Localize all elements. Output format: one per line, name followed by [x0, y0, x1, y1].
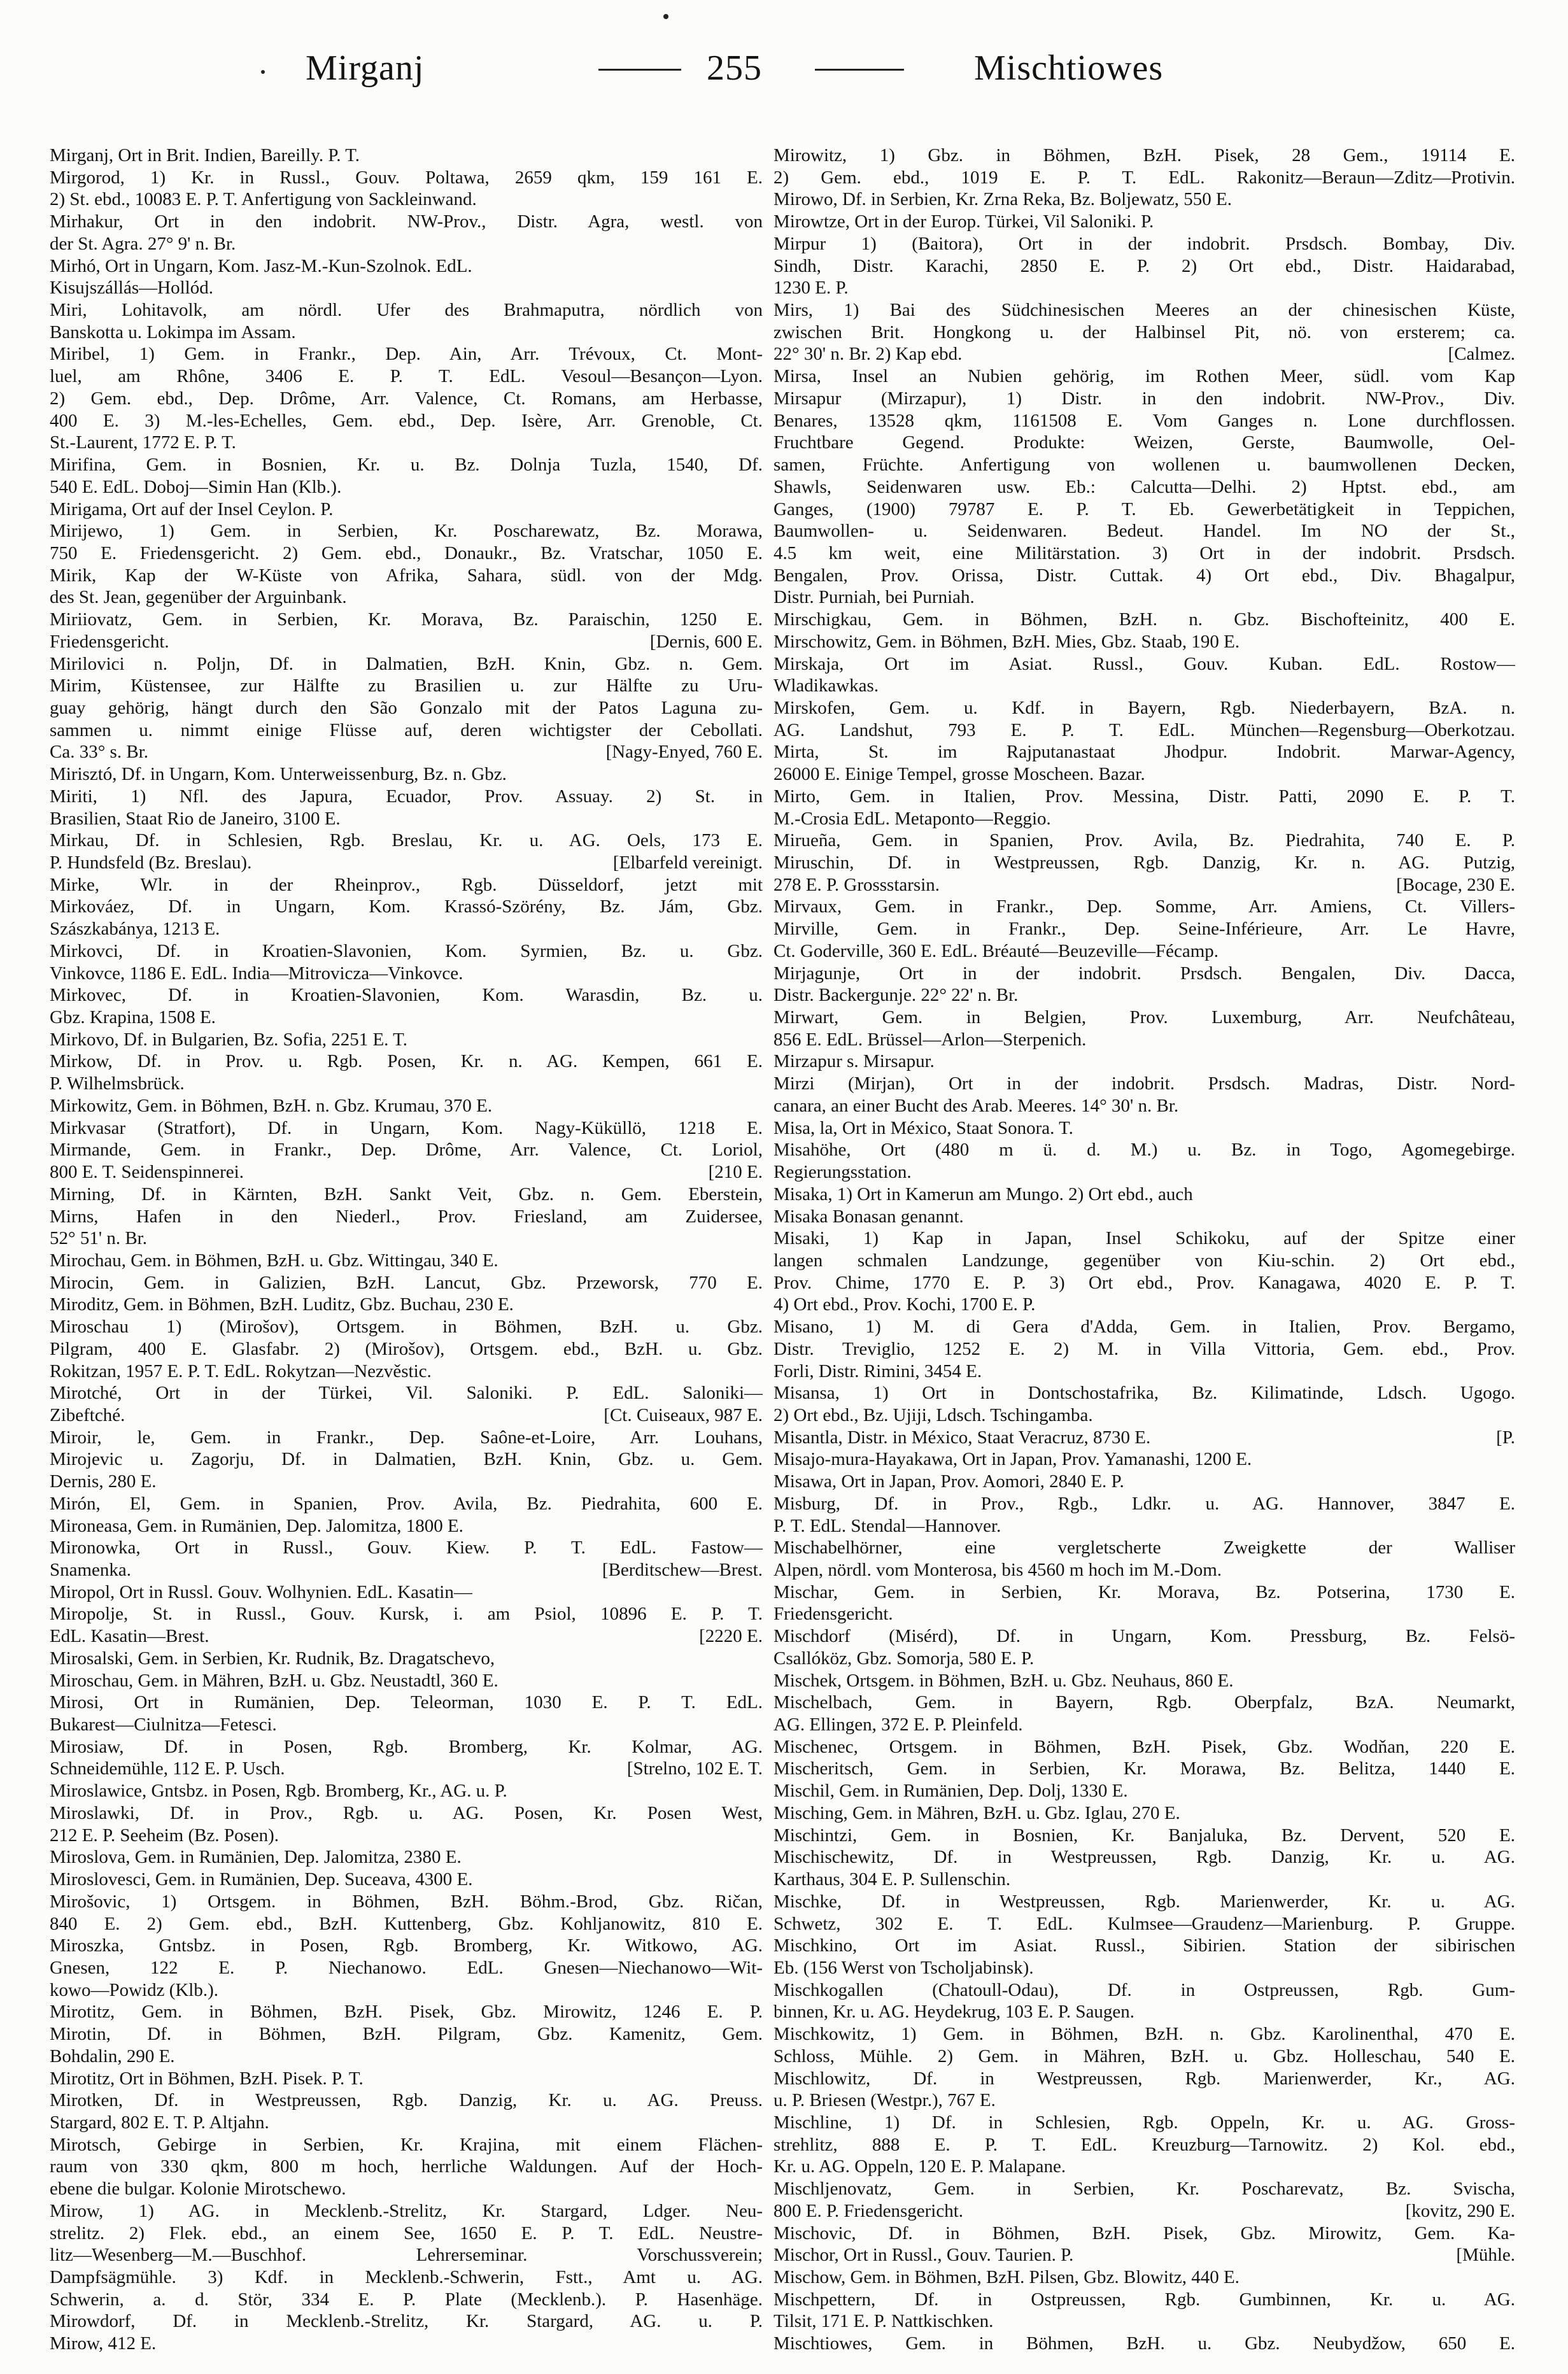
entry-line: Mirvaux, Gem. in Frankr., Dep. Somme, Arr. Amiens, Ct. Villers- — [773, 896, 1515, 917]
entry-line: Mischovic, Df. in Böhmen, BzH. Pisek, Gbz. Mirowitz, Gem. Ka- — [773, 2222, 1515, 2243]
entry-line: der St. Agra. 27° 9' n. Br. — [50, 233, 236, 254]
entry-line: Mirpur 1) (Baitora), Ort in der indobrit. Prsdsch. Bombay, Div. — [773, 233, 1515, 254]
line-text: Schneidemühle, 112 E. P. Usch. — [50, 1758, 285, 1779]
entry-line: Ganges, (1900) 79787 E. P. T. Eb. Gewerbetätigkeit in Teppichen, — [773, 498, 1515, 519]
entry-line: Mirotin, Df. in Böhmen, BzH. Pilgram, Gbz. Kamenitz, Gem. — [50, 2024, 763, 2045]
entry-line: Mirik, Kap der W-Küste von Afrika, Sahara, südl. von der Mdg. — [50, 565, 763, 586]
entry-line: Miroditz, Gem. in Böhmen, BzH. Luditz, Gbz. Buchau, 230 E. — [50, 1294, 514, 1315]
entry-line: Misaki, 1) Kap in Japan, Insel Schikoku, auf der Spitze einer — [773, 1228, 1515, 1249]
entry-line: AG. Landshut, 793 E. P. T. EdL. München—Regensburg—Oberkotzau. — [773, 719, 1515, 740]
entry-line: Mirosiaw, Df. in Posen, Rgb. Bromberg, Kr. Kolmar, AG. — [50, 1736, 763, 1757]
entry-line: Distr. Treviglio, 1252 E. 2) M. in Villa Vittoria, Gem. ebd., Prov. — [773, 1338, 1515, 1359]
entry-line: Misano, 1) M. di Gera d'Adda, Gem. in Italien, Prov. Bergamo, — [773, 1317, 1515, 1338]
entry-line: Mirim, Küstensee, zur Hälfte zu Brasilien u. zur Hälfte zu Uru- — [50, 675, 763, 696]
line-text: Mischor, Ort in Russl., Gouv. Taurien. P. — [773, 2245, 1074, 2266]
entry-line: Fruchtbare Gegend. Produkte: Weizen, Gerste, Baumwolle, Oel- — [773, 432, 1515, 453]
entry-line: P. Wilhelmsbrück. — [50, 1073, 185, 1094]
line-continuation: [Nagy-Enyed, 760 E. — [605, 742, 763, 763]
line-continuation: [210 E. — [708, 1162, 763, 1183]
entry-line: Dampfsägmühle. 3) Kdf. in Mecklenb.-Schwerin, Fstt., Amt u. AG. — [50, 2267, 763, 2287]
entry-line: Mirigama, Ort auf der Insel Ceylon. P. — [50, 498, 334, 519]
entry-line: Mirotché, Ort in der Türkei, Vil. Saloniki. P. EdL. Saloniki— — [50, 1383, 763, 1404]
entry-line — [50, 1162, 763, 1182]
entry-line: Mischabelhörner, eine vergletscherte Zweigkette der Walliser — [773, 1537, 1515, 1558]
left-column — [50, 145, 763, 2354]
entry-line: Forli, Distr. Rimini, 3454 E. — [773, 1360, 982, 1381]
entry-line — [773, 2201, 1515, 2221]
entry-line — [773, 875, 1515, 895]
entry-line: Mirke, Wlr. in der Rheinprov., Rgb. Düsseldorf, jetzt mit — [50, 874, 763, 895]
entry-line: canara, an einer Bucht des Arab. Meeres. 14° 30' n. Br. — [773, 1095, 1179, 1116]
entry-line: 856 E. EdL. Brüssel—Arlon—Sterpenich. — [773, 1029, 1087, 1050]
entry-line: Mischintzi, Gem. in Bosnien, Kr. Banjaluka, Bz. Dervent, 520 E. — [773, 1825, 1515, 1846]
entry-line: sammen u. nimmt einige Flüsse auf, deren wichtigster der Cebollati. — [50, 719, 763, 740]
entry-line: Mischpettern, Df. in Ostpreussen, Rgb. Gumbinnen, Kr. u. AG. — [773, 2289, 1515, 2310]
entry-line: Brasilien, Staat Rio de Janeiro, 3100 E. — [50, 808, 341, 829]
entry-line: 2) Gem. ebd., 1019 E. P. T. EdL. Rakonitz—Beraun—Zditz—Protivin. — [773, 167, 1515, 188]
entry-line: 52° 51' n. Br. — [50, 1228, 147, 1249]
entry-line: Mirisztó, Df. in Ungarn, Kom. Unterweissenburg, Bz. n. Gbz. — [50, 764, 507, 785]
entry-line — [50, 1758, 763, 1779]
line-text: Misantla, Distr. in México, Staat Veracruz, 8730 E. — [773, 1427, 1151, 1448]
entry-line: Prov. Chime, 1770 E. P. 3) Ort ebd., Prov. Kanagawa, 4020 E. P. T. — [773, 1272, 1515, 1293]
entry-line: Rokitzan, 1957 E. P. T. EdL. Rokytzan—Nezvěstic. — [50, 1360, 432, 1381]
line-continuation: [Berditschew—Brest. — [602, 1560, 763, 1580]
entry-line: M.-Crosia EdL. Metaponto—Reggio. — [773, 808, 1051, 829]
entry-line: Miribel, 1) Gem. in Frankr., Dep. Ain, Arr. Trévoux, Ct. Mont- — [50, 344, 763, 365]
entry-line: Mirsapur (Mirzapur), 1) Distr. in den indobrit. NW-Prov., Div. — [773, 388, 1515, 409]
entry-line: Mirgorod, 1) Kr. in Russl., Gouv. Poltawa, 2659 qkm, 159 161 E. — [50, 167, 763, 188]
entry-line: strehlitz, 888 E. P. T. EdL. Kreuzburg—Tarnowitz. 2) Kol. ebd., — [773, 2134, 1515, 2155]
entry-line: Mirosalski, Gem. in Serbien, Kr. Rudnik, Bz. Dragatschevo, — [50, 1648, 495, 1669]
entry-line: Mirón, El, Gem. in Spanien, Prov. Avila, Bz. Piedrahita, 600 E. — [50, 1493, 763, 1514]
entry-line: Mirto, Gem. in Italien, Prov. Messina, Distr. Patti, 2090 E. P. T. — [773, 786, 1515, 807]
entry-line: Mirotsch, Gebirge in Serbien, Kr. Krajina, mit einem Flächen- — [50, 2134, 763, 2155]
entry-line: AG. Ellingen, 372 E. P. Pleinfeld. — [773, 1714, 1023, 1735]
entry-line: Friedensgericht. — [773, 1604, 893, 1625]
entry-line: Alpen, nördl. vom Monterosa, bis 4560 m hoch im M.-Dom. — [773, 1560, 1222, 1580]
entry-line: Schwetz, 302 E. T. EdL. Kulmsee—Graudenz—Marienburg. P. Gruppe. — [773, 1913, 1515, 1934]
line-text: Friedensgericht. — [50, 631, 169, 652]
entry-line — [50, 1405, 763, 1425]
entry-line: Mirowo, Df. in Serbien, Kr. Zrna Reka, Bz. Boljewatz, 550 E. — [773, 189, 1233, 210]
line-continuation: [kovitz, 290 E. — [1405, 2200, 1515, 2221]
entry-line: Miroslawice, Gntsbz. in Posen, Rgb. Bromberg, Kr., AG. u. P. — [50, 1781, 507, 1802]
entry-line: Misaka Bonasan genannt. — [773, 1206, 964, 1227]
entry-line: Mirkvasar (Stratfort), Df. in Ungarn, Kom. Nagy-Küküllö, 1218 E. — [50, 1117, 763, 1138]
line-text: Ca. 33° s. Br. — [50, 742, 148, 763]
entry-line: Tilsit, 171 E. P. Nattkischken. — [773, 2311, 994, 2332]
entry-line: Miroslova, Gem. in Rumänien, Dep. Jalomitza, 2380 E. — [50, 1847, 462, 1868]
entry-line: Schwerin, a. d. Stör, 334 E. P. Plate (Mecklenb.). P. Hasenhäge. — [50, 2289, 763, 2310]
entry-line: Misching, Gem. in Mähren, BzH. u. Gbz. Iglau, 270 E. — [773, 1802, 1180, 1823]
line-continuation: [Mühle. — [1456, 2245, 1515, 2266]
entry-line: Banskotta u. Lokimpa im Assam. — [50, 321, 296, 343]
entry-line — [773, 1427, 1515, 1448]
entry-line: Misaka, 1) Ort in Kamerun am Mungo. 2) Ort ebd., auch — [773, 1183, 1193, 1205]
entry-line — [50, 1560, 763, 1580]
entry-line: Mirotken, Df. in Westpreussen, Rgb. Danzig, Kr. u. AG. Preuss. — [50, 2090, 763, 2111]
entry-line: Distr. Backergunje. 22° 22' n. Br. — [773, 985, 1019, 1006]
entry-line: Dernis, 280 E. — [50, 1471, 157, 1492]
entry-line: Bohdalin, 290 E. — [50, 2045, 175, 2067]
entry-line: samen, Früchte. Anfertigung von wollenen u. baumwollenen Decken, — [773, 455, 1515, 476]
entry-line: Miriiovatz, Gem. in Serbien, Kr. Morava, Bz. Paraischin, 1250 E. — [50, 609, 763, 630]
entry-line: kowo—Powidz (Klb.). — [50, 1979, 219, 2000]
entry-line: binnen, Kr. u. AG. Heydekrug, 103 E. P. Saugen. — [773, 2002, 1135, 2023]
entry-line: Misawa, Ort in Japan, Prov. Aomori, 2840 E. P. — [773, 1471, 1124, 1492]
entry-line: Mirzi (Mirjan), Ort in der indobrit. Prsdsch. Madras, Distr. Nord- — [773, 1073, 1515, 1094]
entry-line: 4.5 km weit, eine Militärstation. 3) Ort in der indobrit. Prsdsch. — [773, 542, 1515, 563]
entry-line: Benares, 13528 qkm, 1161508 E. Vom Ganges n. Lone durchflossen. — [773, 410, 1515, 431]
entry-line: Mirta, St. im Rajputanastaat Jhodpur. Indobrit. Marwar-Agency, — [773, 742, 1515, 763]
entry-line: 212 E. P. Seeheim (Bz. Posen). — [50, 1825, 279, 1846]
entry-line: Vinkovce, 1186 E. EdL. India—Mitrovicza—Vinkovce. — [50, 963, 463, 984]
entry-line: Mirkováez, Df. in Ungarn, Kom. Krassó-Szörény, Bz. Jám, Gbz. — [50, 896, 763, 917]
entry-line: Misburg, Df. in Prov., Rgb., Ldkr. u. AG. Hannover, 3847 E. — [773, 1493, 1515, 1514]
entry-line: Mirmande, Gem. in Frankr., Dep. Drôme, Arr. Valence, Ct. Loriol, — [50, 1140, 763, 1161]
entry-line — [50, 742, 763, 762]
entry-line: zwischen Brit. Hongkong u. der Halbinsel Pit, nö. von ersterem; ca. — [773, 321, 1515, 343]
entry-line: Mirilovici n. Poljn, Df. in Dalmatien, BzH. Knin, Gbz. n. Gem. — [50, 653, 763, 674]
entry-line: Mirifina, Gem. in Bosnien, Kr. u. Bz. Dolnja Tuzla, 1540, Df. — [50, 455, 763, 476]
entry-line: Mischkowitz, 1) Gem. in Böhmen, BzH. n. Gbz. Karolinenthal, 470 E. — [773, 2024, 1515, 2045]
entry-line: Mischar, Gem. in Serbien, Kr. Morava, Bz. Potserina, 1730 E. — [773, 1581, 1515, 1602]
entry-line: Karthaus, 304 E. P. Sullenschin. — [773, 1869, 1011, 1890]
entry-line: Mirkow, Df. in Prov. u. Rgb. Posen, Kr. n. AG. Kempen, 661 E. — [50, 1051, 763, 1072]
entry-line: Miroszka, Gntsbz. in Posen, Rgb. Bromberg, Kr. Witkowo, AG. — [50, 1935, 763, 1956]
entry-line: Mischow, Gem. in Böhmen, BzH. Pilsen, Gbz. Blowitz, 440 E. — [773, 2267, 1240, 2287]
entry-line: Miruschin, Df. in Westpreussen, Rgb. Danzig, Kr. n. AG. Putzig, — [773, 852, 1515, 873]
entry-line: Mirhakur, Ort in den indobrit. NW-Prov., Distr. Agra, westl. von — [50, 211, 763, 232]
entry-line: Mirschigkau, Gem. in Böhmen, BzH. n. Gbz. Bischofteinitz, 400 E. — [773, 609, 1515, 630]
entry-line: litz—Wesenberg—M.—Buschhof. Lehrerseminar. Vorschussverein; — [50, 2245, 763, 2266]
entry-line: Distr. Purniah, bei Purniah. — [773, 587, 975, 608]
entry-line: Mirkowitz, Gem. in Böhmen, BzH. n. Gbz. Krumau, 370 E. — [50, 1095, 493, 1116]
line-continuation: [P. — [1496, 1427, 1515, 1448]
entry-line: Mirowtze, Ort in der Europ. Türkei, Vil Saloniki. P. — [773, 211, 1154, 232]
entry-line: Misansa, 1) Ort in Dontschostafrika, Bz. Kilimatinde, Ldsch. Ugogo. — [773, 1383, 1515, 1404]
header-first-entry: Mirganj — [306, 48, 425, 88]
entry-line: Mischil, Gem. in Rumänien, Dep. Dolj, 1330 E. — [773, 1781, 1128, 1802]
print-dot — [663, 14, 668, 19]
entry-line: Mirhó, Ort in Ungarn, Kom. Jasz-M.-Kun-Szolnok. EdL. — [50, 255, 472, 276]
entry-line: Mirning, Df. in Kärnten, BzH. Sankt Veit, Gbz. n. Gem. Eberstein, — [50, 1183, 763, 1205]
entry-line: Kisujszállás—Hollód. — [50, 278, 213, 299]
entry-line: Mirkovo, Df. in Bulgarien, Bz. Sofia, 2251 E. T. — [50, 1029, 407, 1050]
entry-line: Miropol, Ort in Russl. Gouv. Wolhynien. EdL. Kasatin— — [50, 1581, 472, 1602]
entry-line: raum von 330 qkm, 800 m hoch, herrliche Waldungen. Auf der Hoch- — [50, 2156, 763, 2177]
entry-line: luel, am Rhône, 3406 E. P. T. EdL. Vesoul—Besançon—Lyon. — [50, 366, 763, 387]
entry-line: Mirotitz, Gem. in Böhmen, BzH. Pisek, Gbz. Mirowitz, 1246 E. P. — [50, 2002, 763, 2023]
entry-line: Mischischewitz, Df. in Westpreussen, Rgb. Danzig, Kr. u. AG. — [773, 1847, 1515, 1868]
entry-line: 2) Ort ebd., Bz. Ujiji, Ldsch. Tschingamba. — [773, 1404, 1093, 1425]
entry-line: Mirwart, Gem. in Belgien, Prov. Luxemburg, Arr. Neufchâteau, — [773, 1007, 1515, 1028]
entry-line: Miroslawki, Df. in Prov., Rgb. u. AG. Posen, Kr. Posen West, — [50, 1802, 763, 1823]
line-text: Snamenka. — [50, 1560, 132, 1580]
entry-line: Regierungsstation. — [773, 1162, 912, 1183]
entry-line: Mirns, Hafen in den Niederl., Prov. Friesland, am Zuidersee, — [50, 1206, 763, 1227]
entry-line: guay gehörig, hängt durch den São Gonzalo mit der Patos Laguna zu- — [50, 697, 763, 718]
entry-line: Mischtiowes, Gem. in Böhmen, BzH. u. Gbz. Neubydžow, 650 E. — [773, 2333, 1515, 2354]
entry-line: Mischkino, Ort im Asiat. Russl., Sibirien. Station der sibirischen — [773, 1935, 1515, 1956]
entry-line: Mischenec, Ortsgem. in Böhmen, BzH. Pisek, Gbz. Wodňan, 220 E. — [773, 1736, 1515, 1757]
entry-line: Mirow, 412 E. — [50, 2333, 157, 2354]
entry-line: Mischkogallen (Chatoull-Odau), Df. in Ostpreussen, Rgb. Gum- — [773, 1979, 1515, 2000]
entry-line: Mirocin, Gem. in Galizien, BzH. Lancut, Gbz. Przeworsk, 770 E. — [50, 1272, 763, 1293]
entry-line: 540 E. EdL. Doboj—Simin Han (Klb.). — [50, 476, 342, 497]
line-text: P. Hundsfeld (Bz. Breslau). — [50, 852, 252, 873]
print-dot — [261, 70, 265, 74]
entry-line: Gnesen, 122 E. P. Niechanowo. EdL. Gnesen—Niechanowo—Wit- — [50, 1957, 763, 1978]
entry-line: Mirojevic u. Zagorju, Df. in Dalmatien, BzH. Knin, Gbz. u. Gem. — [50, 1449, 763, 1470]
entry-line: Mirganj, Ort in Brit. Indien, Bareilly. P. T. — [50, 145, 360, 166]
line-continuation: [Calmez. — [1448, 344, 1515, 365]
entry-line: Mirzapur s. Mirsapur. — [773, 1051, 935, 1072]
header-dash — [598, 69, 681, 71]
entry-line: 750 E. Friedensgericht. 2) Gem. ebd., Donaukr., Bz. Vratschar, 1050 E. — [50, 542, 763, 563]
line-continuation: [Dernis, 600 E. — [649, 631, 763, 652]
entry-line: Mirskofen, Gem. u. Kdf. in Bayern, Rgb. Niederbayern, BzA. n. — [773, 697, 1515, 718]
entry-line: Mirow, 1) AG. in Mecklenb.-Strelitz, Kr. Stargard, Ldger. Neu- — [50, 2200, 763, 2221]
line-text: 800 E. P. Friedensgericht. — [773, 2200, 964, 2221]
entry-line: Miriti, 1) Nfl. des Japura, Ecuador, Prov. Assuay. 2) St. in — [50, 786, 763, 807]
entry-line: Misa, la, Ort in México, Staat Sonora. T. — [773, 1117, 1073, 1138]
entry-line: Mirs, 1) Bai des Südchinesischen Meeres an der chinesischen Küste, — [773, 300, 1515, 321]
entry-line: Mirville, Gem. in Frankr., Dep. Seine-Inférieure, Arr. Le Havre, — [773, 919, 1515, 940]
entry-line: Shawls, Seidenwaren usw. Eb.: Calcutta—Delhi. 2) Hptst. ebd., am — [773, 476, 1515, 497]
entry-line: Stargard, 802 E. T. P. Altjahn. — [50, 2112, 269, 2133]
line-continuation: [Elbarfeld vereinigt. — [612, 852, 763, 873]
entry-line — [50, 1626, 763, 1646]
entry-line: Mirkovec, Df. in Kroatien-Slavonien, Kom. Warasdin, Bz. u. — [50, 985, 763, 1006]
line-text: 22° 30' n. Br. 2) Kap ebd. — [773, 344, 963, 365]
entry-line: Mirowdorf, Df. in Mecklenb.-Strelitz, Kr. Stargard, AG. u. P. — [50, 2311, 763, 2332]
page-number: 255 — [707, 48, 762, 88]
entry-line: Miroslovesci, Gem. in Rumänien, Dep. Suceava, 4300 E. — [50, 1869, 473, 1890]
entry-line: 1230 E. P. — [773, 278, 849, 299]
header-dash — [815, 69, 904, 71]
line-continuation: [Ct. Cuiseaux, 987 E. — [604, 1404, 763, 1425]
entry-line: Mischljenovatz, Gem. in Serbien, Kr. Poscharevatz, Bz. Svischa, — [773, 2179, 1515, 2200]
line-continuation: [Bocage, 230 E. — [1396, 874, 1515, 895]
entry-line: des St. Jean, gegenüber der Arguinbank. — [50, 587, 347, 608]
entry-line: Mironeasa, Gem. in Rumänien, Dep. Jalomitza, 1800 E. — [50, 1515, 463, 1536]
right-column — [773, 145, 1515, 2354]
entry-line: Gbz. Krapina, 1508 E. — [50, 1007, 216, 1028]
entry-line: Mirijewo, 1) Gem. in Serbien, Kr. Poscharewatz, Bz. Morawa, — [50, 521, 763, 542]
entry-line — [773, 2245, 1515, 2265]
entry-line — [50, 852, 763, 873]
entry-line — [50, 632, 763, 652]
entry-line: u. P. Briesen (Westpr.), 767 E. — [773, 2090, 996, 2111]
entry-line: Mirochau, Gem. in Böhmen, BzH. u. Gbz. Wittingau, 340 E. — [50, 1250, 498, 1271]
entry-line: Mirskaja, Ort im Asiat. Russl., Gouv. Kuban. EdL. Rostow— — [773, 653, 1515, 674]
entry-line: Mirotitz, Ort in Böhmen, BzH. Pisek. P. T. — [50, 2068, 364, 2089]
page-header — [267, 39, 1286, 97]
entry-line: Mischline, 1) Df. in Schlesien, Rgb. Oppeln, Kr. u. AG. Gross- — [773, 2112, 1515, 2133]
entry-line: Misahöhe, Ort (480 m ü. d. M.) u. Bz. in Togo, Agomegebirge. — [773, 1140, 1515, 1161]
line-text: 278 E. P. Grossstarsin. — [773, 874, 940, 895]
entry-line: Mirjagunje, Ort in der indobrit. Prsdsch. Bengalen, Div. Dacca, — [773, 963, 1515, 984]
line-continuation: [2220 E. — [699, 1626, 763, 1647]
entry-line: ebene die bulgar. Kolonie Mirotschewo. — [50, 2179, 346, 2200]
entry-line: Miropolje, St. in Russl., Gouv. Kursk, i. am Psiol, 10896 E. P. T. — [50, 1604, 763, 1625]
header-last-entry: Mischtiowes — [974, 48, 1164, 88]
entry-line: Mischdorf (Misérd), Df. in Ungarn, Kom. Pressburg, Bz. Felsö- — [773, 1626, 1515, 1647]
entry-line: Mischelbach, Gem. in Bayern, Rgb. Oberpfalz, BzA. Neumarkt, — [773, 1692, 1515, 1713]
entry-line: Eb. (156 Werst von Tscholjabinsk). — [773, 1957, 1034, 1978]
entry-line: 2) Gem. ebd., Dep. Drôme, Arr. Valence, Ct. Romans, am Herbasse, — [50, 388, 763, 409]
line-continuation: [Strelno, 102 E. T. — [626, 1758, 763, 1779]
entry-line: Baumwollen- u. Seidenwaren. Bedeut. Handel. Im NO der St., — [773, 521, 1515, 542]
entry-line: Misajo-mura-Hayakawa, Ort in Japan, Prov. Yamanashi, 1200 E. — [773, 1449, 1252, 1470]
entry-line: 2) St. ebd., 10083 E. P. T. Anfertigung von Sackleinwand. — [50, 189, 477, 210]
entry-line: Sindh, Distr. Karachi, 2850 E. P. 2) Ort ebd., Distr. Haidarabad, — [773, 255, 1515, 276]
entry-line: Csallóköz, Gbz. Somorja, 580 E. P. — [773, 1648, 1035, 1669]
line-text: Zibeftché. — [50, 1404, 125, 1425]
entry-line: Pilgram, 400 E. Glasfabr. 2) (Mirošov), Ortsgem. ebd., BzH. u. Gbz. — [50, 1338, 763, 1359]
entry-line: Schloss, Mühle. 2) Gem. in Mähren, BzH. u. Gbz. Holleschau, 540 E. — [773, 2045, 1515, 2067]
entry-line: Mischlowitz, Df. in Westpreussen, Rgb. Marienwerder, Kr., AG. — [773, 2068, 1515, 2089]
entry-line: 26000 E. Einige Tempel, grosse Moscheen. Bazar. — [773, 764, 1145, 785]
entry-line: St.-Laurent, 1772 E. P. T. — [50, 432, 236, 453]
entry-line: Mirkau, Df. in Schlesien, Rgb. Breslau, Kr. u. AG. Oels, 173 E. — [50, 830, 763, 851]
entry-line: 400 E. 3) M.-les-Echelles, Gem. ebd., Dep. Isère, Arr. Grenoble, Ct. — [50, 410, 763, 431]
entry-line: Miroschau 1) (Mirošov), Ortsgem. in Böhmen, BzH. u. Gbz. — [50, 1317, 763, 1338]
entry-line: Miri, Lohitavolk, am nördl. Ufer des Brahmaputra, nördlich von — [50, 300, 763, 321]
line-text: EdL. Kasatin—Brest. — [50, 1626, 209, 1647]
entry-line — [773, 344, 1515, 364]
entry-line: Mirkovci, Df. in Kroatien-Slavonien, Kom. Syrmien, Bz. u. Gbz. — [50, 940, 763, 961]
entry-line: Mirueña, Gem. in Spanien, Prov. Avila, Bz. Piedrahita, 740 E. P. — [773, 830, 1515, 851]
line-text: 800 E. T. Seidenspinnerei. — [50, 1162, 244, 1183]
entry-line: Mischek, Ortsgem. in Böhmen, BzH. u. Gbz. Neuhaus, 860 E. — [773, 1670, 1234, 1691]
entry-line: Miroir, le, Gem. in Frankr., Dep. Saône-et-Loire, Arr. Louhans, — [50, 1427, 763, 1448]
entry-line: Bukarest—Ciulnitza—Fetesci. — [50, 1714, 277, 1735]
entry-line: Ct. Goderville, 360 E. EdL. Bréauté—Beuzeville—Fécamp. — [773, 940, 1219, 961]
entry-line: 4) Ort ebd., Prov. Kochi, 1700 E. P. — [773, 1294, 1036, 1315]
entry-line: Kr. u. AG. Oppeln, 120 E. P. Malapane. — [773, 2156, 1066, 2177]
entry-line: Bengalen, Prov. Orissa, Distr. Cuttak. 4) Ort ebd., Div. Bhagalpur, — [773, 565, 1515, 586]
entry-line: Miroschau, Gem. in Mähren, BzH. u. Gbz. Neustadtl, 360 E. — [50, 1670, 498, 1691]
entry-line: Mirosi, Ort in Rumänien, Dep. Teleorman, 1030 E. P. T. EdL. — [50, 1692, 763, 1713]
entry-line: 840 E. 2) Gem. ebd., BzH. Kuttenberg, Gbz. Kohljanowitz, 810 E. — [50, 1913, 763, 1934]
entry-line: Mirošovic, 1) Ortsgem. in Böhmen, BzH. Böhm.-Brod, Gbz. Ričan, — [50, 1891, 763, 1912]
entry-line: strelitz. 2) Flek. ebd., an einem See, 1650 E. P. T. EdL. Neustre- — [50, 2222, 763, 2243]
entry-line: Mischeritsch, Gem. in Serbien, Kr. Morawa, Bz. Belitza, 1440 E. — [773, 1758, 1515, 1779]
entry-line: Wladikawkas. — [773, 675, 879, 696]
entry-line: Szászkabánya, 1213 E. — [50, 919, 220, 940]
entry-line: Mironowka, Ort in Russl., Gouv. Kiew. P. T. EdL. Fastow— — [50, 1537, 763, 1558]
entry-line: Mirsa, Insel an Nubien gehörig, im Rothen Meer, südl. vom Kap — [773, 366, 1515, 387]
entry-line: Mirschowitz, Gem. in Böhmen, BzH. Mies, Gbz. Staab, 190 E. — [773, 631, 1240, 652]
entry-line: P. T. EdL. Stendal—Hannover. — [773, 1515, 1001, 1536]
entry-line: langen schmalen Landzunge, gegenüber von Kiu-schin. 2) Ort ebd., — [773, 1250, 1515, 1271]
entry-line: Mischke, Df. in Westpreussen, Rgb. Marienwerder, Kr. u. AG. — [773, 1891, 1515, 1912]
entry-line: Mirowitz, 1) Gbz. in Böhmen, BzH. Pisek, 28 Gem., 19114 E. — [773, 145, 1515, 166]
